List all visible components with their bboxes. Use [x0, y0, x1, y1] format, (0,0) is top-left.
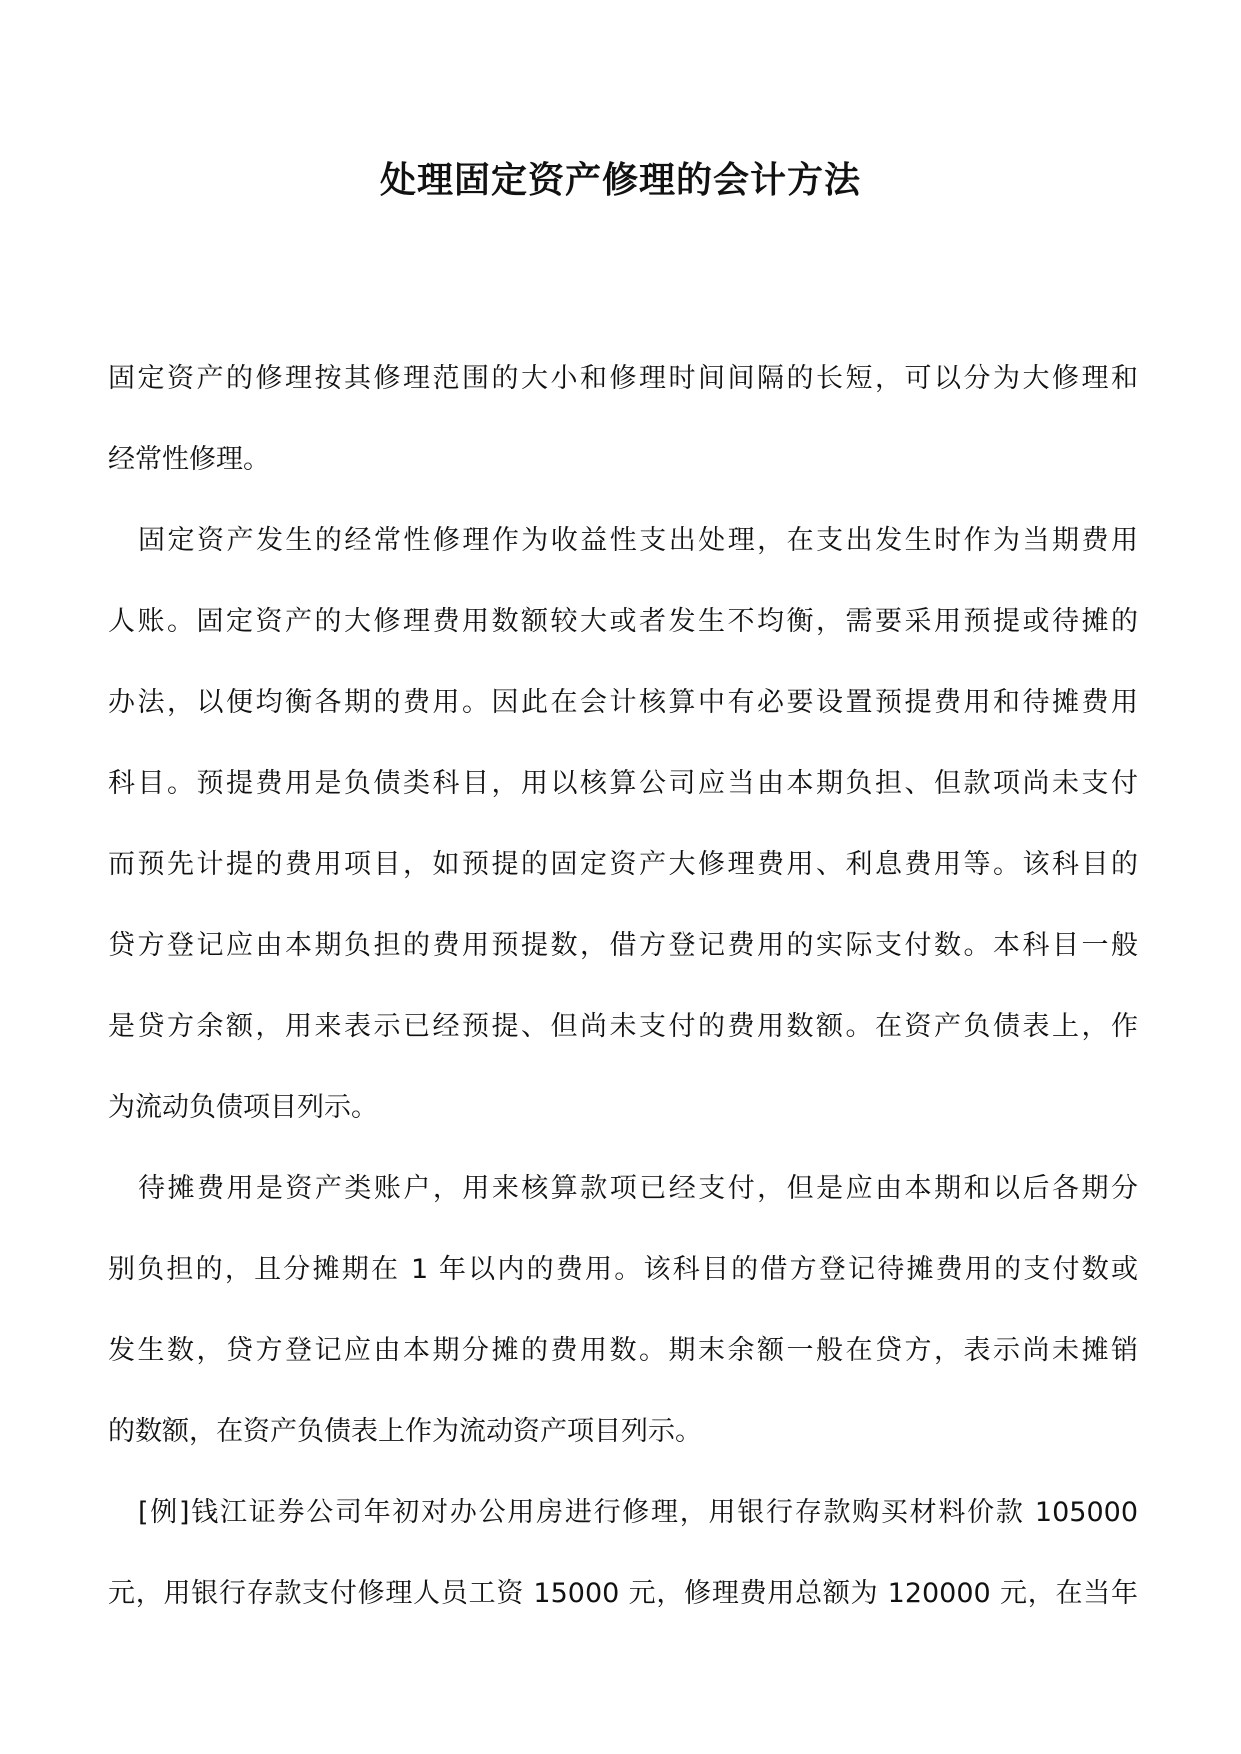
body-line: 固定资产的修理按其修理范围的大小和修理时间间隔的长短，可以分为大修理和 [108, 363, 1138, 394]
document-title: 处理固定资产修理的会计方法 [379, 159, 861, 201]
body-line: 为流动负债项目列示。 [108, 1092, 378, 1123]
body-line: 贷方登记应由本期负担的费用预提数，借方登记费用的实际支付数。本科目一般 [108, 930, 1138, 961]
body-line: 固定资产发生的经常性修理作为收益性支出处理，在支出发生时作为当期费用 [138, 525, 1138, 556]
document-body [108, 338, 1138, 1634]
body-line: 的数额，在资产负债表上作为流动资产项目列示。 [108, 1416, 702, 1447]
body-line: 发生数，贷方登记应由本期分摊的费用数。期末余额一般在贷方，表示尚未摊销 [108, 1335, 1138, 1366]
body-line: 经常性修理。 [108, 444, 270, 475]
body-line: 元，用银行存款支付修理人员工资 15000 元，修理费用总额为 120000 元，在当年 [108, 1578, 1138, 1609]
body-line: 别负担的，且分摊期在 1 年以内的费用。该科目的借方登记待摊费用的支付数或 [108, 1254, 1138, 1285]
body-line: 待摊费用是资产类账户，用来核算款项已经支付，但是应由本期和以后各期分 [138, 1173, 1138, 1204]
body-line: [例]钱江证券公司年初对办公用房进行修理，用银行存款购买材料价款 105000 [138, 1497, 1138, 1528]
body-line: 办法，以便均衡各期的费用。因此在会计核算中有必要设置预提费用和待摊费用 [108, 687, 1138, 718]
body-line: 是贷方余额，用来表示已经预提、但尚未支付的费用数额。在资产负债表上，作 [108, 1011, 1138, 1042]
body-line: 而预先计提的费用项目，如预提的固定资产大修理费用、利息费用等。该科目的 [108, 849, 1138, 880]
body-line: 人账。固定资产的大修理费用数额较大或者发生不均衡，需要采用预提或待摊的 [108, 606, 1138, 637]
body-line: 科目。预提费用是负债类科目，用以核算公司应当由本期负担、但款项尚未支付 [108, 768, 1138, 799]
